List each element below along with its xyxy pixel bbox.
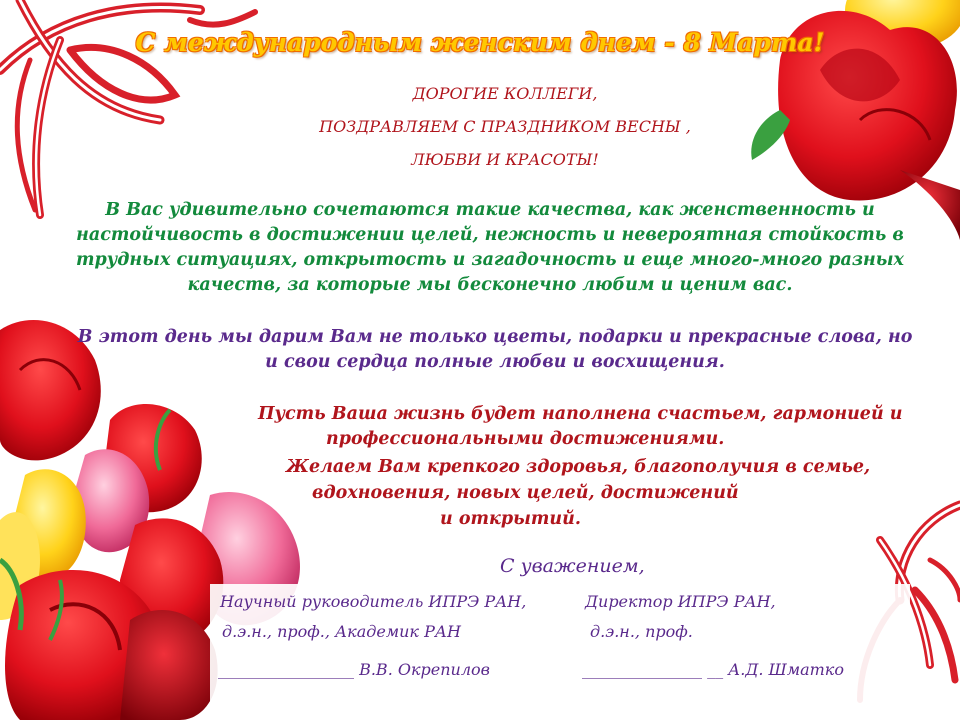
signatory-1-position: Научный руководитель ИПРЭ РАН,	[220, 592, 527, 611]
greeting-line-2: ПОЗДРАВЛЯЕМ С ПРАЗДНИКОМ ВЕСНЫ ,	[319, 117, 691, 136]
signatory-2-signature: _______________ __ А.Д. Шматко	[582, 660, 844, 679]
paragraph-gifts	[60, 325, 930, 375]
wish-line: Пусть Ваша жизнь будет наполнена счастьем, гармонией и	[258, 404, 903, 424]
card-title: С международным женским днем - 8 Марта!	[135, 28, 825, 57]
signatory-1-signature: _________________ В.В. Окрепилов	[218, 660, 490, 679]
greeting-line-3: ЛЮБВИ И КРАСОТЫ!	[411, 150, 599, 169]
signatory-1-degree: д.э.н., проф., Академик РАН	[222, 622, 461, 641]
paragraph-qualities-line: настойчивость в достижении целей, нежность и невероятная стойкость в	[76, 225, 904, 245]
paragraph-gifts-line: В этот день мы дарим Вам не только цветы, подарки и прекрасные слова, но	[77, 327, 913, 347]
paragraph-qualities-line: В Вас удивительно сочетаются такие качества, как женственность и	[105, 200, 875, 220]
wish-line: Желаем Вам крепкого здоровья, благополучия в семье,	[286, 457, 871, 477]
regards-text: С уважением,	[500, 555, 645, 577]
wish-line: профессиональными достижениями.	[326, 429, 725, 449]
greeting-line-1: ДОРОГИЕ КОЛЛЕГИ,	[412, 84, 598, 103]
paragraph-qualities-line: качеств, за которые мы бесконечно любим и ценим вас.	[187, 275, 793, 295]
wish-line: вдохновения, новых целей, достижений	[312, 483, 739, 503]
signatory-2-position: Директор ИПРЭ РАН,	[585, 592, 776, 611]
wish-line: и открытий.	[440, 509, 581, 529]
paragraph-qualities-line: трудных ситуациях, открытость и загадочность и еще много-много разных	[76, 250, 904, 270]
paragraph-qualities	[60, 198, 920, 298]
paragraph-gifts-line: и свои сердца полные любви и восхищения.	[265, 352, 725, 372]
signatory-2-degree: д.э.н., проф.	[590, 622, 693, 641]
